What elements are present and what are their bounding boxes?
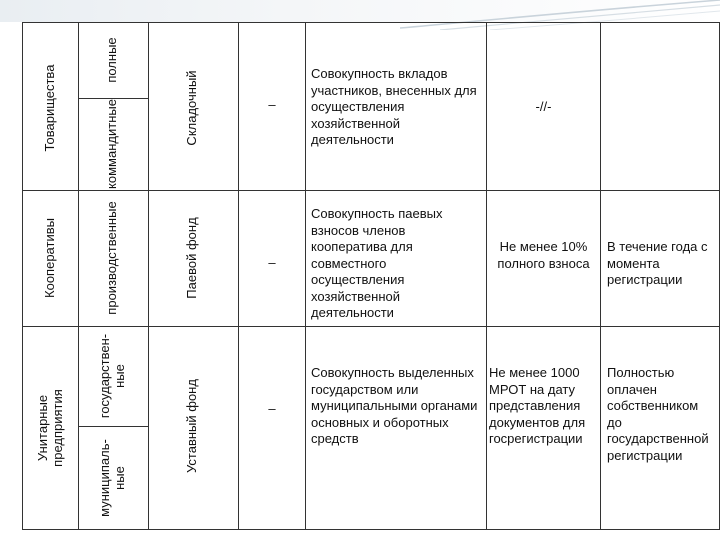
row-divider: [23, 190, 719, 191]
min-size-unitary: Не менее 1000 МРОТ на дату представления документов для госрегистрации: [489, 365, 586, 446]
subtype-full-partnership: полные: [104, 37, 119, 83]
org-group-unitary: [35, 364, 67, 492]
org-group-unitary-line1: Унитарные: [35, 394, 50, 462]
payment-term-cooperatives: В течение года с момента регистрации: [607, 239, 708, 287]
subtype-municipal-unitary: [97, 428, 129, 528]
capital-table: [22, 22, 720, 530]
col-divider: [305, 23, 306, 529]
description-unitary: Совокупность выделенных государством или муниципальными органами основных и оборотных средств: [311, 365, 478, 446]
subtype-limited-partnership: коммандитные: [104, 99, 119, 189]
dash-unitary: –: [268, 401, 276, 416]
org-group-unitary-line2: предприятия: [50, 389, 65, 467]
col-divider: [148, 23, 149, 529]
min-size-partnerships: -//-: [535, 99, 552, 114]
payment-term-unitary: Полностью оплачен собственником до государственной регистрации: [607, 365, 709, 463]
capital-type-partnerships: Складочный: [184, 70, 199, 146]
dash-partnerships: –: [268, 97, 276, 112]
subtype-production-cooperative: производственные: [104, 201, 119, 315]
subtype-municipal-line1: муниципаль-: [97, 439, 112, 517]
subrow-divider: [78, 426, 148, 427]
min-size-cooperatives: Не менее 10% полного взноса: [497, 239, 590, 271]
capital-type-unitary: Уставный фонд: [184, 379, 199, 473]
col-divider: [600, 23, 601, 529]
org-group-partnerships: Товарищества: [42, 64, 57, 152]
description-cooperatives: Совокупность паевых взносов членов кооператива для совместного осуществления хозяйственной деятельности: [311, 206, 443, 320]
capital-type-cooperatives: Паевой фонд: [184, 217, 199, 299]
org-group-cooperatives: Кооперативы: [42, 218, 57, 298]
subtype-state-line1: государствен-: [97, 333, 112, 419]
subtype-state-line2: ные: [112, 364, 127, 388]
description-partnerships: Совокупность вкладов участников, внесенных для осуществления хозяйственной деятельности: [311, 66, 477, 147]
subtype-state-unitary: [97, 326, 129, 426]
dash-cooperatives: –: [268, 255, 276, 270]
subtype-municipal-line2: ные: [112, 466, 127, 490]
